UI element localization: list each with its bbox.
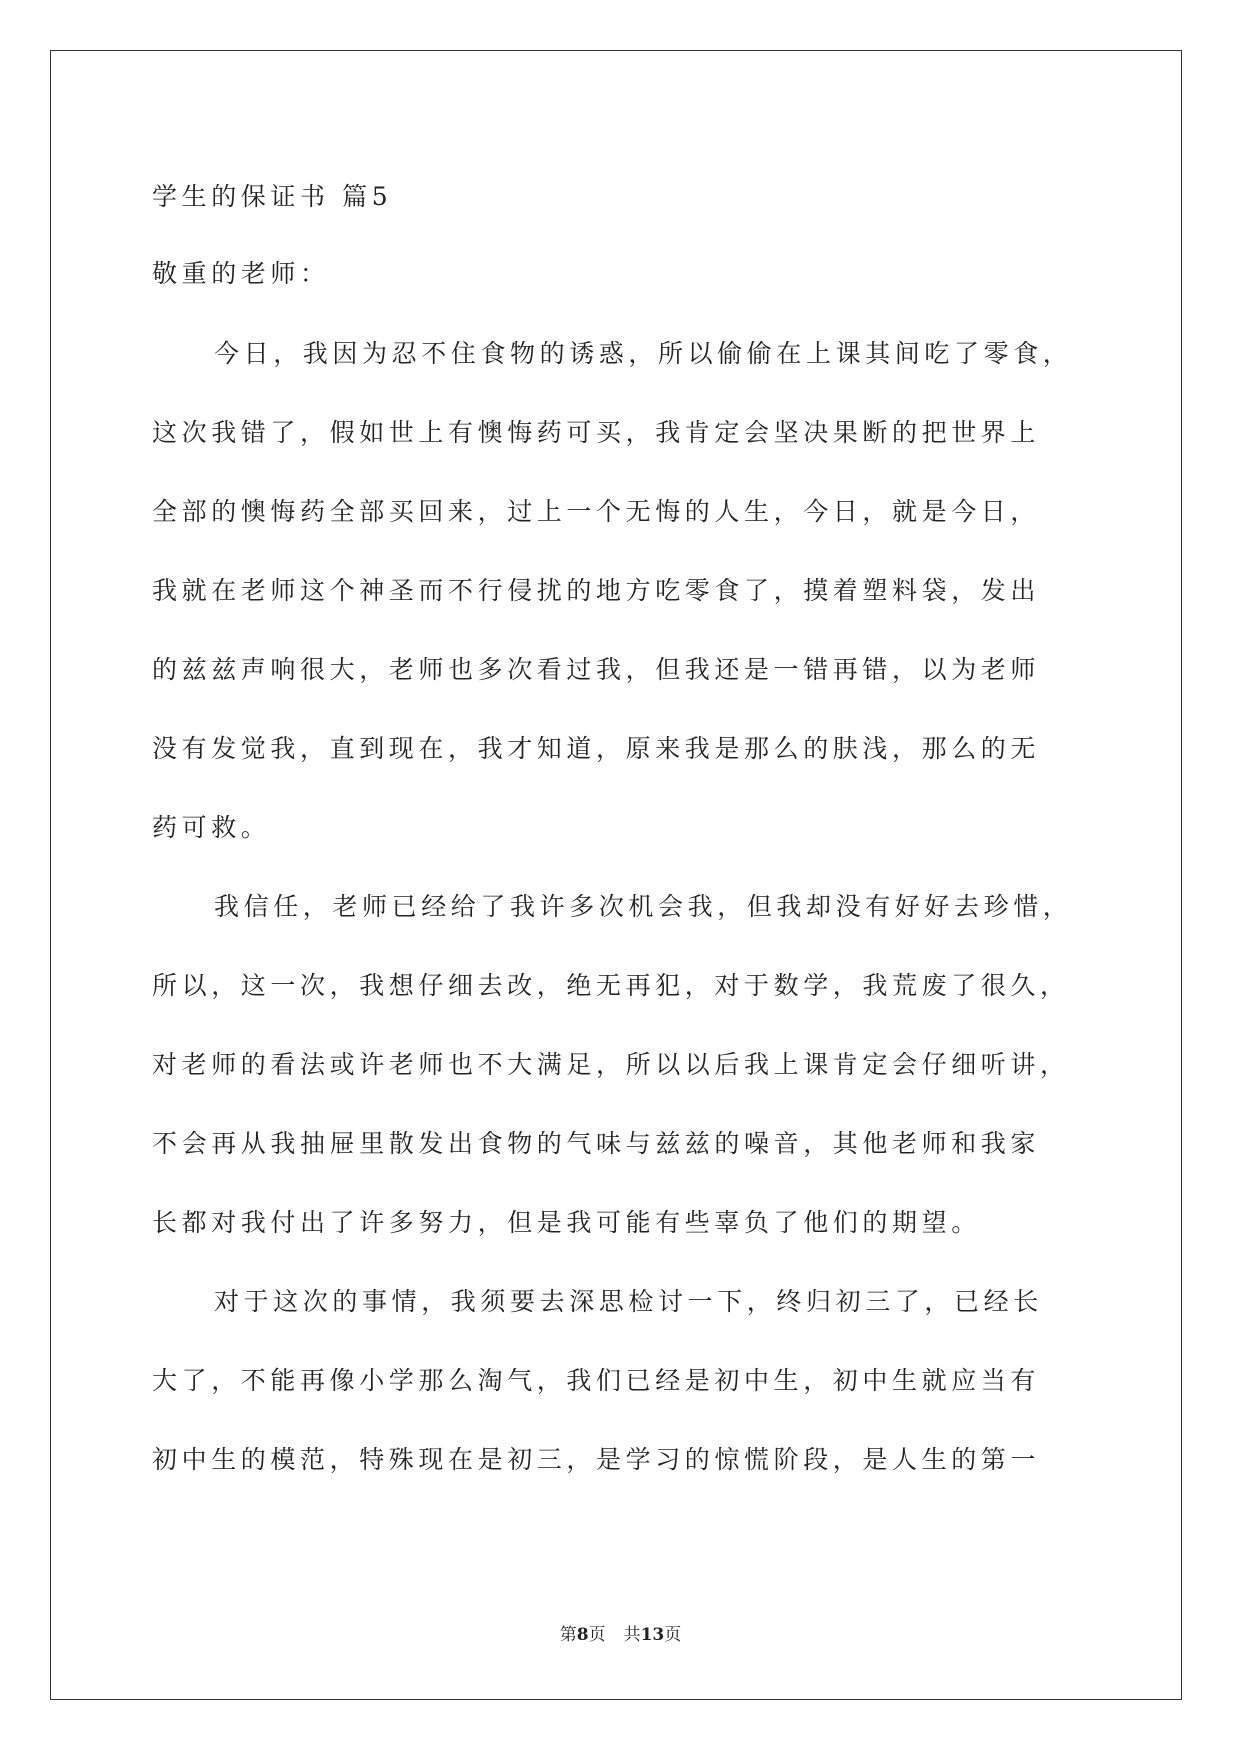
paragraph-line: 今日，我因为忍不住食物的诱惑，所以偷偷在上课其间吃了零食， bbox=[214, 339, 1073, 368]
paragraph-line: 我信任，老师已经给了我许多次机会我，但我却没有好好去珍惜， bbox=[214, 892, 1073, 921]
paragraph-line: 对老师的看法或许老师也不大满足，所以以后我上课肯定会仔细听讲， bbox=[152, 1050, 1070, 1079]
current-page-number: 8 bbox=[576, 1625, 589, 1645]
page-footer bbox=[0, 1620, 1241, 1645]
footer-total-suffix: 页 bbox=[664, 1625, 682, 1645]
paragraph-line: 这次我错了，假如世上有懊悔药可买，我肯定会坚决果断的把世界上 bbox=[152, 418, 1041, 447]
paragraph-line: 不会再从我抽屉里散发出食物的气味与兹兹的噪音，其他老师和我家 bbox=[152, 1129, 1041, 1158]
salutation: 敬重的老师： bbox=[152, 259, 330, 288]
paragraph-line: 全部的懊悔药全部买回来，过上一个无悔的人生，今日，就是今日， bbox=[152, 497, 1041, 526]
document-title: 学生的保证书 篇5 bbox=[152, 182, 393, 211]
footer-prefix: 第 bbox=[559, 1625, 577, 1645]
paragraph-line: 我就在老师这个神圣而不行侵扰的地方吃零食了，摸着塑料袋，发出 bbox=[152, 576, 1041, 605]
document-body bbox=[152, 160, 1092, 1499]
paragraph-line: 对于这次的事情，我须要去深思检讨一下，终归初三了，已经长 bbox=[214, 1287, 1043, 1316]
footer-page-suffix: 页 bbox=[588, 1625, 606, 1645]
paragraph-line: 药可救。 bbox=[152, 813, 271, 842]
paragraph-line: 所以，这一次，我想仔细去改，绝无再犯，对于数学，我荒废了很久， bbox=[152, 971, 1070, 1000]
total-page-count: 13 bbox=[640, 1625, 665, 1645]
paragraph-line: 的兹兹声响很大，老师也多次看过我，但我还是一错再错，以为老师 bbox=[152, 655, 1041, 684]
paragraph-line: 初中生的模范，特殊现在是初三，是学习的惊慌阶段，是人生的第一 bbox=[152, 1445, 1041, 1474]
paragraph-line: 没有发觉我，直到现在，我才知道，原来我是那么的肤浅，那么的无 bbox=[152, 734, 1041, 763]
paragraph-line: 长都对我付出了许多努力，但是我可能有些辜负了他们的期望。 bbox=[152, 1208, 981, 1237]
footer-total-prefix: 共 bbox=[623, 1625, 641, 1645]
paragraph-line: 大了，不能再像小学那么淘气，我们已经是初中生，初中生就应当有 bbox=[152, 1366, 1041, 1395]
